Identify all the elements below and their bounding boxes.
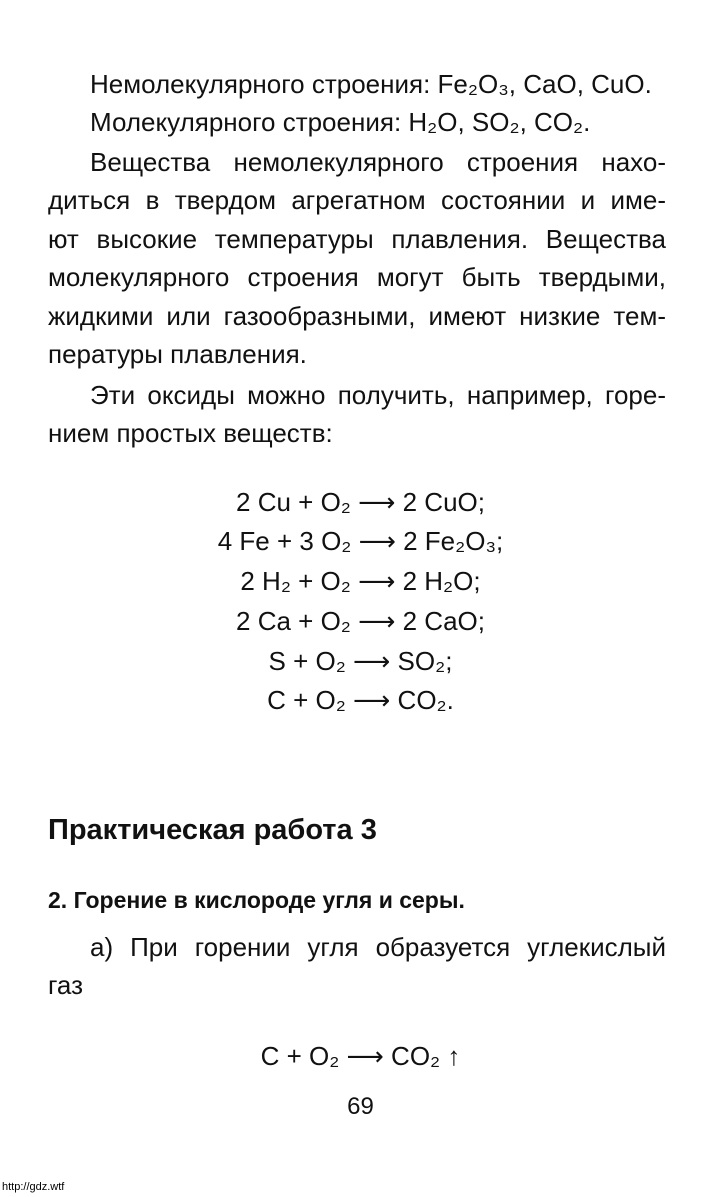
equation: 2 Cu + O₂ ⟶ 2 CuO;: [236, 487, 485, 517]
paragraph-line: пературы плавления.: [48, 339, 307, 369]
equation: C + O₂ ⟶ CO₂ ↑: [260, 1041, 461, 1071]
paragraph-line: нием простых веществ:: [48, 418, 333, 448]
paragraph-line: жидкими или газообразными, имеют низкие тем-: [48, 301, 666, 331]
paragraph-line: Вещества немолекулярного строения нахо-: [90, 147, 666, 177]
section-subtitle: 2. Горение в кислороде угля и серы.: [48, 887, 465, 913]
paragraph-line: Эти оксиды можно получить, например, горе-: [90, 380, 666, 410]
equation: S + O₂ ⟶ SO₂;: [268, 646, 453, 676]
paragraph-line: молекулярного строения могут быть твердыми,: [48, 262, 666, 292]
molecular-line: Молекулярного строения: H₂O, SO₂, CO₂.: [90, 107, 591, 137]
paragraph-line: а) При горении угля образуется углекислый: [90, 932, 666, 962]
equation: 4 Fe + 3 O₂ ⟶ 2 Fe₂O₃;: [217, 526, 504, 556]
equation: 2 Ca + O₂ ⟶ 2 CaO;: [236, 606, 485, 636]
page-number: 69: [347, 1093, 374, 1120]
footer-link[interactable]: http://gdz.wtf: [2, 1181, 65, 1193]
nonmolecular-line: Немолекулярного строения: Fe₂O₃, CaO, CuO.: [90, 69, 652, 99]
section-title: Практическая работа 3: [48, 814, 377, 846]
equation: 2 H₂ + O₂ ⟶ 2 H₂O;: [240, 566, 481, 596]
paragraph-line: газ: [48, 970, 84, 1000]
equation: C + O₂ ⟶ CO₂.: [267, 685, 454, 715]
paragraph-line: ют высокие температуры плавления. Вещества: [48, 224, 666, 254]
paragraph-line: диться в твердом агрегатном состоянии и име-: [48, 185, 666, 215]
